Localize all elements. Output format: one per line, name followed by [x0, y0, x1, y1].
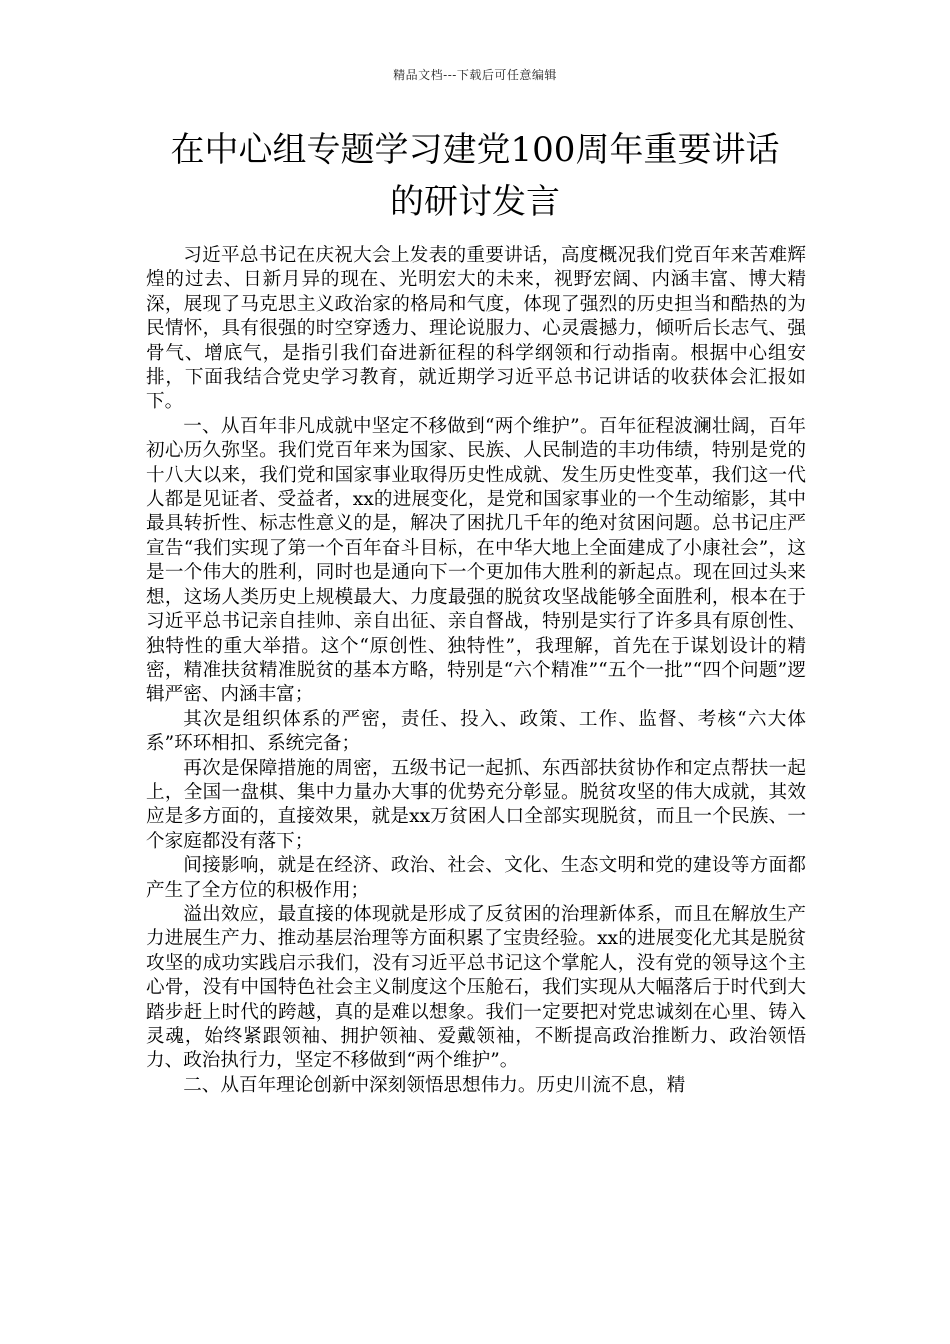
paragraph-safeguard-measures: 再次是保障措施的周密，五级书记一起抓、东西部扶贫协作和定点帮扶一起上，全国一盘棋、集中力量办大事的优势充分彰显。脱贫攻坚的伟大成就，其效应是多方面的，直接效果，就是xx万贫困人口全部实现脱贫，而且一个民族、一个家庭都没有落下； — [146, 757, 806, 852]
document-title-line-2: 的研讨发言 — [390, 182, 560, 222]
paragraph-organization-system: 其次是组织体系的严密，责任、投入、政策、工作、监督、考核“六大体系”环环相扣、系统完备； — [146, 708, 806, 755]
document-body — [146, 244, 806, 1098]
paragraph-section-two: 二、从百年理论创新中深刻领悟思想伟力。历史川流不息，精 — [183, 1074, 686, 1096]
document-title-line-1: 在中心组专题学习建党100周年重要讲话 — [170, 130, 780, 170]
paragraph-section-one: 一、从百年非凡成就中坚定不移做到“两个维护”。百年征程波澜壮阔，百年初心历久弥坚。我们党百年来为国家、民族、人民制造的丰功伟绩，特别是党的十八大以来，我们党和国家事业取得历史性成就、发生历史性变革，我们这一代人都是见证者、受益者，xx的进展变化，是党和国家事业的一个生动缩影，其中最具转折性、标志性意义的是，解决了困扰几千年的绝对贫困问题。总书记庄严宣告“我们实现了第一个百年奋斗目标，在中华大地上全面建成了小康社会”，这是一个伟大的胜利，同时也是通向下一个更加伟大胜利的新起点。现在回过头来想，这场人类历史上规模最大、力度最强的脱贫攻坚战能够全面胜利，根本在于习近平总书记亲自挂帅、亲自出征、亲自督战，特别是实行了许多具有原创性、独特性的重大举措。这个“原创性、独特性”，我理解，首先在于谋划设计的精密，精准扶贫精准脱贫的基本方略，特别是“六个精准”“五个一批”“四个问题”逻辑严密、内涵丰富； — [146, 415, 806, 706]
paragraph-intro: 习近平总书记在庆祝大会上发表的重要讲话，高度概况我们党百年来苦难辉煌的过去、日新月异的现在、光明宏大的未来，视野宏阔、内涵丰富、博大精深，展现了马克思主义政治家的格局和气度，体现了强烈的历史担当和酷热的为民情怀，具有很强的时空穿透力、理论说服力、心灵震撼力，倾听后长志气、强骨气、增底气，是指引我们奋进新征程的科学纲领和行动指南。根据中心组安排，下面我结合党史学习教育，就近期学习近平总书记讲话的收获体会汇报如下。 — [146, 245, 806, 413]
paragraph-indirect-impact: 间接影响，就是在经济、政治、社会、文化、生态文明和党的建设等方面都产生了全方位的积极作用； — [146, 855, 806, 901]
document-title — [120, 124, 830, 228]
page-header-note: 精品文档---下载后可任意编辑 — [393, 68, 557, 82]
paragraph-spillover-effect: 溢出效应，最直接的体现就是形成了反贫困的治理新体系，而且在解放生产力进展生产力、推动基层治理等方面积累了宝贵经验。xx的进展变化尤其是脱贫攻坚的成功实践启示我们，没有习近平总书记这个掌舵人，没有党的领导这个主心骨，没有中国特色社会主义制度这个压舱石，我们实现从大幅落后于时代到大踏步赶上时代的跨越，真的是难以想象。我们一定要把对党忠诚刻在心里、铸入灵魂，始终紧跟领袖、拥护领袖、爱戴领袖，不断提高政治推断力、政治领悟力、政治执行力，坚定不移做到“两个维护”。 — [146, 903, 806, 1072]
